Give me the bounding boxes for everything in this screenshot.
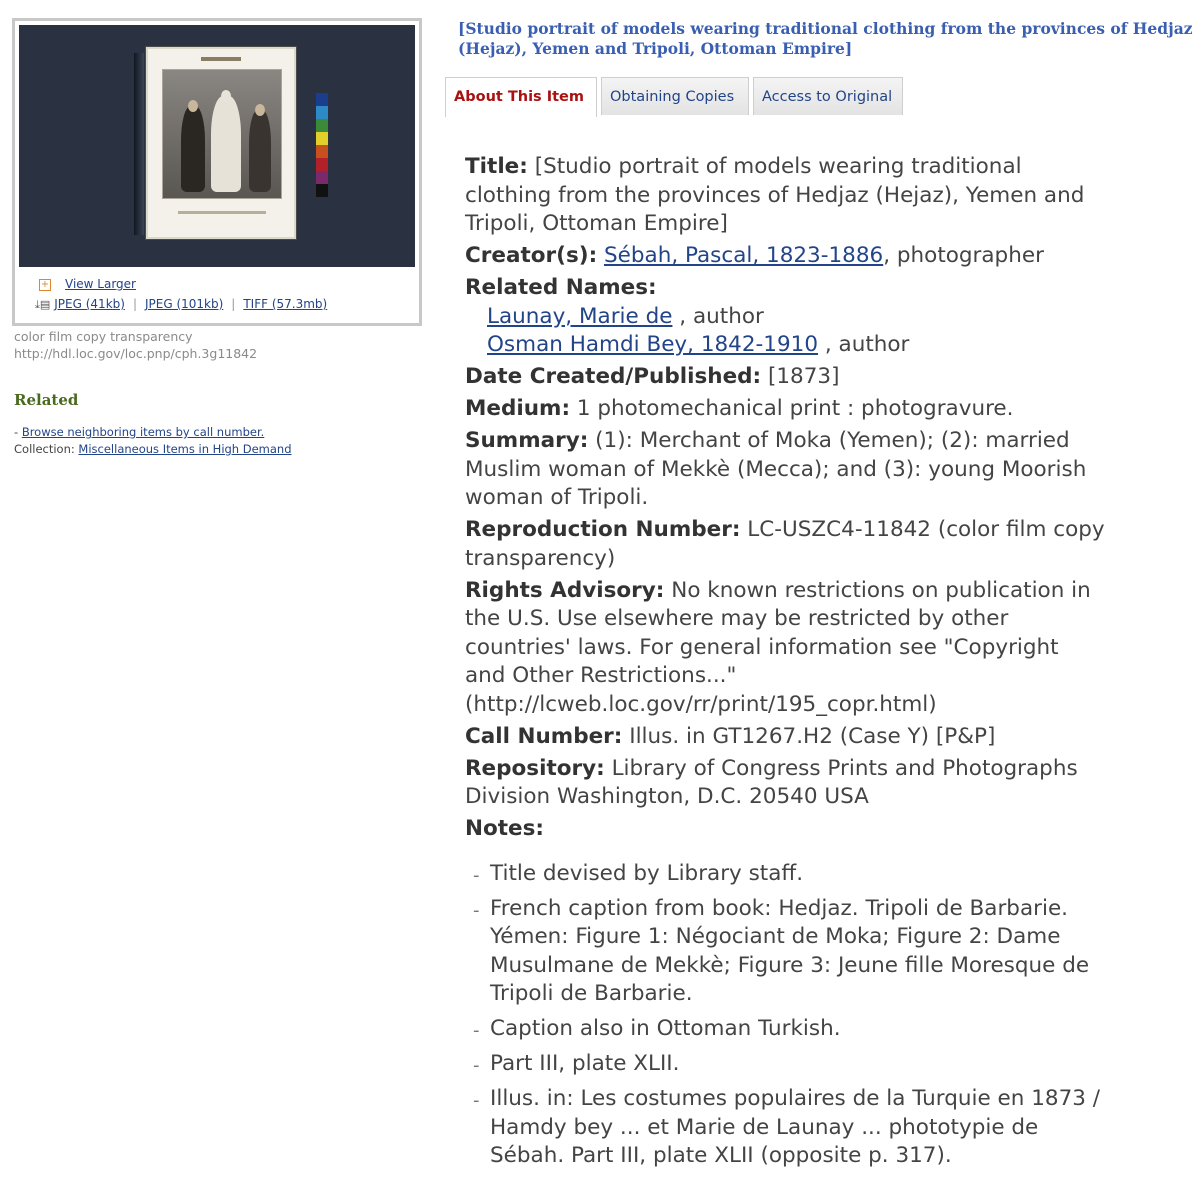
- color-swatch: [316, 184, 328, 197]
- color-swatch: [316, 119, 328, 132]
- field-value: 1 photomechanical print : photogravure.: [576, 396, 1014, 421]
- bullet-icon: -: [473, 864, 480, 886]
- field-reproduction-number: [465, 516, 1105, 573]
- figure-left: [181, 106, 205, 192]
- field-value: [1873]: [767, 364, 840, 389]
- note-item: - Title devised by Library staff.: [465, 860, 1105, 889]
- field-notes: [465, 815, 1105, 1171]
- field-value: No known restrictions on publication in the U.S. Use elsewhere may be restricted by other countries' laws. For general information see "Copyright and Other Restrictions..." (http://lcweb.loc.gov/rr/print/195_copr.html): [465, 577, 1091, 717]
- tab-obtaining-copies[interactable]: Obtaining Copies: [601, 77, 749, 115]
- field-label: Summary:: [465, 428, 589, 453]
- item-title: [Studio portrait of models wearing traditional clothing from the provinces of Hedjaz (Hejaz), Yemen and Tripoli, Ottoman Empire]: [458, 19, 1193, 58]
- field-related-names: [465, 274, 1105, 360]
- notes-list: [465, 860, 1105, 1171]
- field-label: Call Number:: [465, 723, 623, 749]
- field-label: Title:: [465, 154, 528, 179]
- field-label: Repository:: [465, 755, 605, 781]
- field-creator: [465, 242, 1105, 271]
- book-edge: [134, 53, 144, 235]
- field-label: Medium:: [465, 396, 571, 421]
- photo-plate: [146, 47, 296, 239]
- tab-bar: [445, 77, 907, 117]
- tab-about-this-item[interactable]: About This Item: [445, 77, 597, 117]
- browse-neighboring-link[interactable]: Browse neighboring items by call number.: [21, 425, 265, 439]
- field-call-number: [465, 723, 1105, 752]
- plate-heading: [201, 57, 241, 61]
- related-name-item: Launay, Marie de , author: [487, 303, 764, 329]
- download-jpeg-large[interactable]: JPEG (101kb): [144, 297, 224, 311]
- field-label: Date Created/Published:: [465, 364, 762, 389]
- note-item: - Illus. in: Les costumes populaires de la Turquie en 1873 / Hamdy bey ... et Marie de Launay ... phototypie de Sébah. Part III, plate XLII (opposite p. 317).: [473, 1086, 1101, 1168]
- item-format-caption: color film copy transparency: [14, 329, 193, 344]
- related-name-link[interactable]: Launay, Marie de: [487, 303, 673, 329]
- color-swatch: [316, 93, 328, 106]
- field-summary: [465, 427, 1105, 513]
- field-medium: [465, 395, 1105, 424]
- item-details: [465, 153, 1105, 1177]
- download-tiff[interactable]: TIFF (57.3mb): [243, 297, 328, 311]
- related-collection: Collection: Miscellaneous Items in High Demand: [14, 442, 292, 456]
- download-icon: ⤓▤: [35, 298, 51, 311]
- note-item: - Part III, plate XLII.: [465, 1050, 1105, 1079]
- color-swatch: [316, 106, 328, 119]
- field-rights-advisory: [465, 577, 1105, 720]
- bullet-icon: -: [473, 899, 480, 921]
- creator-link[interactable]: Sébah, Pascal, 1823-1886: [604, 243, 884, 268]
- color-calibration-bar: [316, 93, 328, 197]
- field-date: [465, 363, 1105, 392]
- figure-center: [211, 96, 241, 192]
- field-repository: [465, 755, 1105, 812]
- bullet-icon: -: [473, 1090, 480, 1111]
- download-links: ⤓▤ JPEG (41kb) | JPEG (101kb) | TIFF (57.3mb): [35, 297, 328, 311]
- creator-role: , photographer: [883, 243, 1044, 268]
- field-value: [Studio portrait of models wearing traditional clothing from the provinces of Hedjaz (Hejaz), Yemen and Tripoli, Ottoman Empire]: [465, 154, 1085, 236]
- field-value: LC-USZC4-11842 (color film copy transparency): [465, 517, 1105, 571]
- color-swatch: [316, 171, 328, 184]
- preview-frame: [12, 18, 422, 326]
- bullet-icon: -: [473, 1055, 480, 1076]
- view-larger-link[interactable]: View Larger: [65, 277, 136, 291]
- collection-link[interactable]: Miscellaneous Items in High Demand: [78, 442, 292, 456]
- thumbnail-image[interactable]: [19, 25, 415, 267]
- figure-center-head: [221, 90, 231, 102]
- field-title: [465, 153, 1105, 239]
- related-browse: - Browse neighboring items by call number.: [14, 425, 265, 439]
- color-swatch: [316, 132, 328, 145]
- plate-photograph: [162, 69, 282, 199]
- item-handle-url: http://hdl.loc.gov/loc.pnp/cph.3g11842: [14, 346, 258, 361]
- color-swatch: [316, 145, 328, 158]
- view-larger-row: [39, 277, 136, 291]
- bullet-icon: -: [473, 1020, 480, 1041]
- field-value: Library of Congress Prints and Photographs Division Washington, D.C. 20540 USA: [465, 755, 1078, 809]
- plus-icon[interactable]: +: [40, 278, 50, 290]
- note-item: - Caption also in Ottoman Turkish.: [465, 1015, 1105, 1044]
- field-value: (1): Merchant of Moka (Yemen); (2): married Muslim woman of Mekkè (Mecca); and (3): young Moorish woman of Tripoli.: [465, 428, 1087, 510]
- color-swatch: [316, 158, 328, 171]
- field-label: Reproduction Number:: [465, 517, 741, 542]
- field-label: Rights Advisory:: [465, 577, 665, 603]
- field-label: Related Names:: [465, 275, 657, 300]
- field-value: Illus. in GT1267.H2 (Case Y) [P&P]: [629, 723, 996, 749]
- related-names-list: [465, 303, 1105, 360]
- plate-caption: [178, 211, 266, 214]
- related-name-item: Osman Hamdi Bey, 1842-1910 , author: [487, 332, 910, 357]
- field-label: Creator(s):: [465, 243, 598, 268]
- related-heading: Related: [14, 391, 79, 409]
- figure-right: [249, 110, 271, 192]
- tab-access-to-original[interactable]: Access to Original: [753, 77, 903, 115]
- download-jpeg-small[interactable]: JPEG (41kb): [54, 297, 125, 311]
- figure-left-head: [188, 100, 198, 112]
- note-item: - French caption from book: Hedjaz. Tripoli de Barbarie. Yémen: Figure 1: Négociant de Moka; Figure 2: Dame Musulmane de Mekkè; Figure 3: Jeune fille Moresque de Tripoli de Barbarie.: [473, 895, 1090, 1006]
- related-name-link[interactable]: Osman Hamdi Bey, 1842-1910: [487, 332, 819, 357]
- field-label: Notes:: [465, 816, 545, 841]
- figure-right-head: [255, 104, 265, 116]
